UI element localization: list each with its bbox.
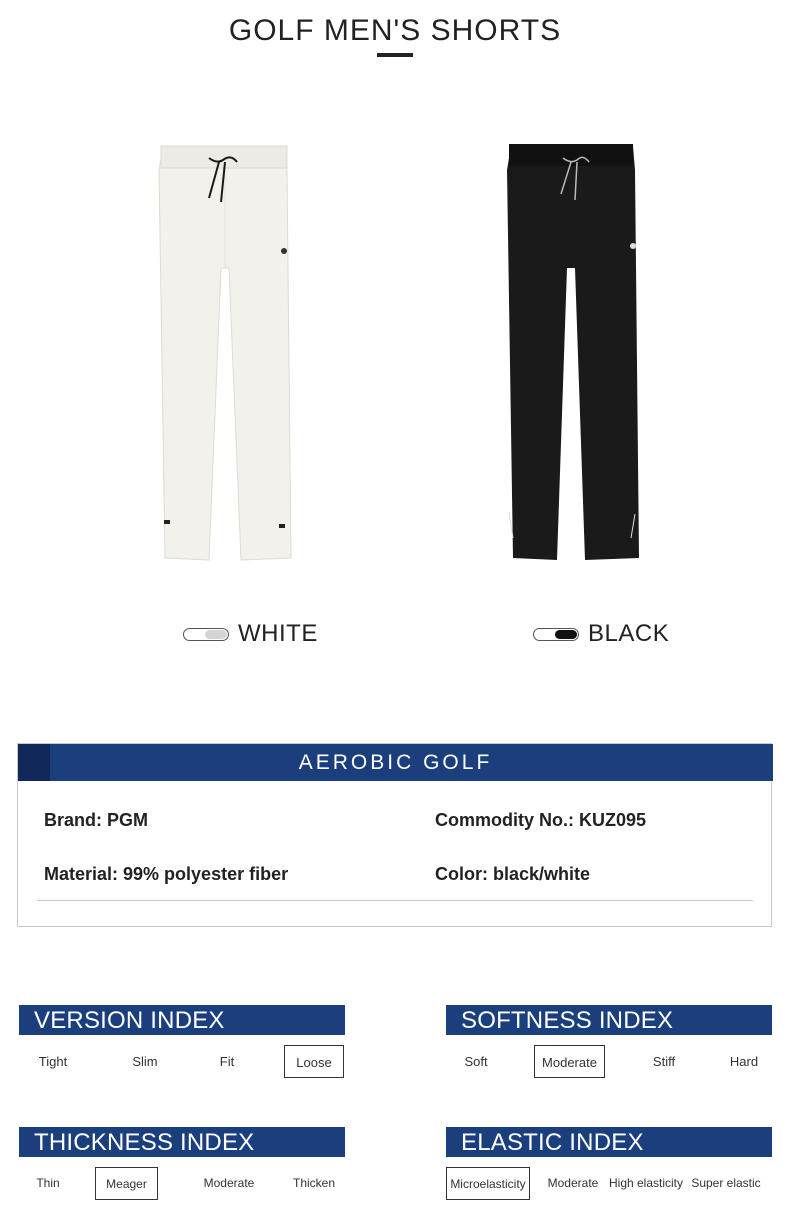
thickness-option-meager[interactable]: Meager — [95, 1167, 158, 1200]
color-option-white[interactable] — [183, 616, 318, 652]
info-divider — [37, 900, 753, 901]
version-option-tight[interactable]: Tight — [38, 1054, 68, 1069]
elastic-option-high-elasticity[interactable]: High elasticity — [608, 1176, 684, 1190]
elastic-option-moderate[interactable]: Moderate — [547, 1176, 599, 1190]
title-underline — [377, 53, 413, 57]
softness-index-bar — [446, 1005, 772, 1035]
elastic-index — [446, 1127, 772, 1207]
version-index-title: VERSION INDEX — [34, 1007, 225, 1034]
version-option-fit[interactable]: Fit — [219, 1054, 235, 1069]
info-color: Color: black/white — [435, 864, 591, 884]
elastic-option-super-elastic[interactable]: Super elastic — [691, 1176, 761, 1190]
color-option-black[interactable] — [533, 616, 669, 652]
version-index-bar — [19, 1005, 345, 1035]
softness-option-moderate[interactable]: Moderate — [534, 1045, 605, 1078]
product-image-black[interactable] — [495, 140, 645, 565]
info-material: Material: 99% polyester fiber — [44, 864, 289, 884]
color-swatch-white — [183, 628, 229, 641]
thickness-index — [19, 1127, 345, 1207]
thickness-option-thicken[interactable]: Thicken — [292, 1176, 336, 1190]
version-option-slim[interactable]: Slim — [132, 1054, 158, 1069]
info-brand: Brand: PGM — [44, 810, 149, 830]
info-header-label: AEROBIC GOLF — [298, 751, 493, 774]
softness-option-hard[interactable]: Hard — [729, 1054, 759, 1069]
pants-black-illustration — [495, 140, 645, 565]
page-title: GOLF MEN'S SHORTS — [228, 14, 562, 47]
elastic-index-bar — [446, 1127, 772, 1157]
color-label-black: BLACK — [588, 620, 670, 647]
thickness-option-moderate[interactable]: Moderate — [203, 1176, 255, 1190]
thickness-index-bar — [19, 1127, 345, 1157]
pants-white-illustration — [145, 140, 295, 565]
product-info-box — [17, 743, 772, 927]
version-option-loose[interactable]: Loose — [284, 1045, 344, 1078]
color-label-white: WHITE — [238, 620, 318, 647]
thickness-index-title: THICKNESS INDEX — [34, 1129, 255, 1156]
version-index — [19, 1005, 345, 1085]
softness-option-stiff[interactable]: Stiff — [652, 1054, 676, 1069]
softness-index-title: SOFTNESS INDEX — [461, 1007, 674, 1034]
color-swatch-black — [533, 628, 579, 641]
elastic-option-microelasticity[interactable]: Microelasticity — [446, 1167, 530, 1200]
elastic-index-title: ELASTIC INDEX — [461, 1129, 644, 1156]
softness-option-soft[interactable]: Soft — [464, 1054, 488, 1069]
info-header — [18, 744, 773, 781]
product-image-white[interactable] — [145, 140, 295, 565]
info-commodity: Commodity No.: KUZ095 — [435, 810, 647, 830]
thickness-option-thin[interactable]: Thin — [36, 1176, 60, 1190]
softness-index — [446, 1005, 772, 1085]
